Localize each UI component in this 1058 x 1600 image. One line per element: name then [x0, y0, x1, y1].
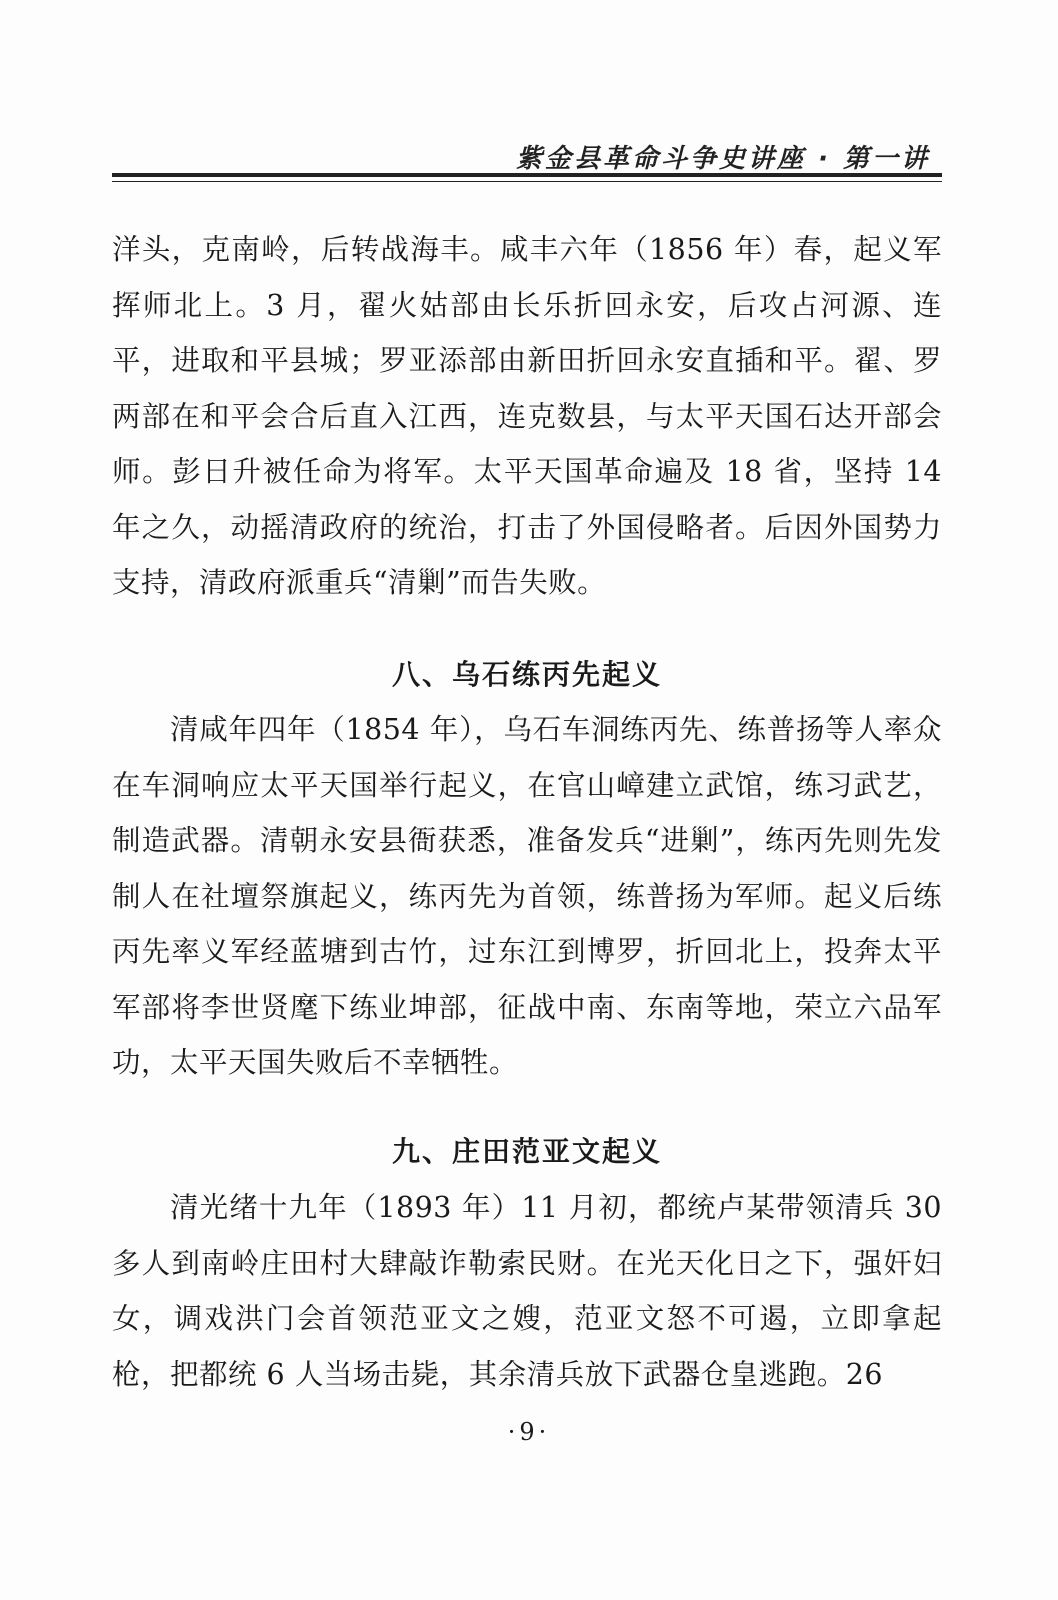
paragraph-continued: 洋头，克南岭，后转战海丰。咸丰六年（1856 年）春，起义军挥师北上。3 月，翟火姑部由长乐折回永安，后攻占河源、连平，进取和平县城；罗亚添部由新田折回永安直插和平。翟、罗两部在和平会合后直入江西，连克数县，与太平天国石达开部会师。彭日升被任命为将军。太平天国革命遍及 18 省，坚持 14 年之久，动摇清政府的统治，打击了外国侵略者。后因外国势力支持，清政府派重兵“清剿”而告失败。	[112, 233, 942, 599]
page-number: ·9·	[507, 1418, 551, 1446]
running-header: 紫金县革命斗争史讲座 · 第一讲	[516, 144, 930, 174]
section-heading-8: 八、乌石练丙先起义	[391, 658, 662, 691]
header-rule-thin	[112, 181, 942, 182]
paragraph-section-8: 清咸年四年（1854 年），乌石车洞练丙先、练普扬等人率众在车洞响应太平天国举行起义，在官山嶂建立武馆，练习武艺，制造武器。清朝永安县衙获悉，准备发兵“进剿”，练丙先则先发制人在社壇祭旗起义，练丙先为首领，练普扬为军师。起义后练丙先率义军经蓝塘到古竹，过东江到博罗，折回北上，投奔太平军部将李世贤麾下练业坤部，征战中南、东南等地，荣立六品军功，太平天国失败后不幸牺牲。	[112, 713, 942, 1079]
paragraph-section-9: 清光绪十九年（1893 年）11 月初，都统卢某带领清兵 30 多人到南岭庄田村大肆敲诈勒索民财。在光天化日之下，强奸妇女，调戏洪门会首领范亚文之嫂，范亚文怒不可遏，立即拿起枪，把都统 6 人当场击毙，其余清兵放下武器仓皇逃跑。26	[112, 1191, 942, 1391]
section-heading-9: 九、庄田范亚文起义	[391, 1135, 662, 1168]
header-rule-thick	[112, 173, 942, 177]
